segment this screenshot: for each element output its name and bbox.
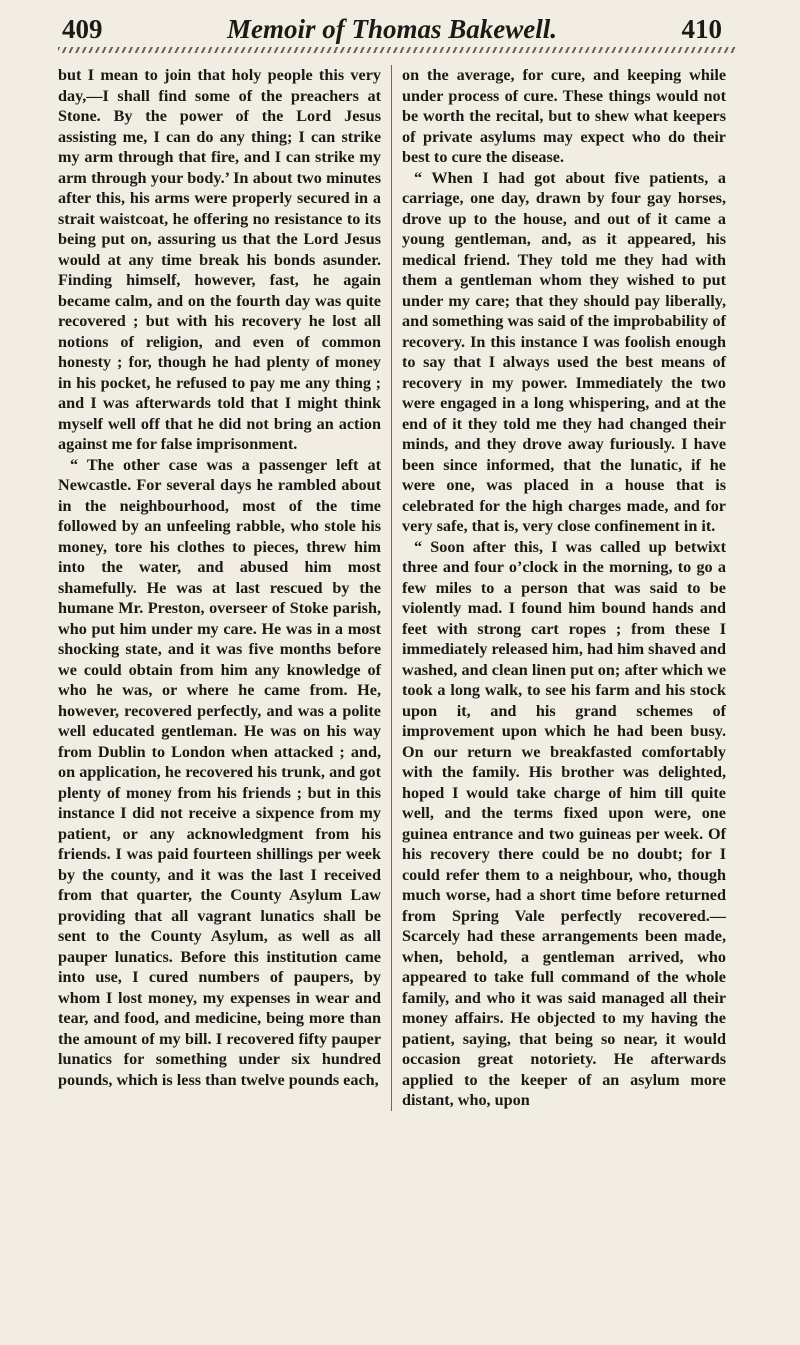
header-ornament-rule [58,47,736,53]
text-columns [58,65,736,1111]
paragraph: on the average, for cure, and keeping while under process of cure. These things would not be worth the recital, but to shew what keepers of private asylums may expect who do their best to cure the disease. [402,66,726,166]
paragraph: “ Soon after this, I was called up betwixt three and four o’clock in the morning, to go a few miles to a person that was said to be violently mad. I found him bound hands and feet with strong cart ropes ; from these I immediately released him, had him shaved and washed, and clean linen put on; after which we took a long walk, to see his farm and his stock upon it, and his grand schemes of improvement upon which he had been busy. On our return we breakfasted comfortably with the family. His brother was delighted, hoped I would take charge of him till quite well, and the terms fixed upon were, one guinea entrance and two guineas per week. Of his recovery there could be no doubt; for I could refer them to a neighbour, who, though much worse, had a short time before returned from Spring Vale perfectly recovered.— Scarcely had these arrangements been made, when, behold, a gentleman arrived, who appeared to take full command of the whole family, and who it was said managed all their money affairs. He objected to my having the patient, saying, that being so near, it would occasion great notoriety. He afterwards applied to the keeper of an asylum more distant, who, upon [402,537,726,1109]
paragraph: “ The other case was a passenger left at Newcastle. For several days he rambled about in the neighbourhood, most of the time followed by an unfeeling rabble, who stole his money, tore his clothes to pieces, threw him into the water, and abused him most shamefully. He was at last rescued by the humane Mr. Preston, overseer of Stoke parish, who put him under my care. He was in a most shocking state, and it was five months before we could obtain from him any knowledge of who he was, or where he came from. He, however, recovered perfectly, and was a polite well educated gentleman. He was on his way from Dublin to London when attacked ; and, on application, he recovered his trunk, and got plenty of money from his friends ; but in this instance I did not receive a sixpence from my patient, or any acknowledgment from his friends. I was paid fourteen shillings per week by the county, and it was the last I received from that quarter, the County Asylum Law providing that all vagrant lunatics shall be sent to the County Asylum, as well as all pauper lunatics. Before this institution came into use, I cured numbers of paupers, by whom I lost money, my expenses in wear and tear, and food, and medicine, being more than the amount of my bill. I recovered fifty pauper lunatics for something under six hundred pounds, which is less than twelve pounds each, [58,455,381,1089]
page-number-right: 410 [681,14,722,44]
running-title: Memoir of Thomas Bakewell. [227,14,557,44]
paragraph: but I mean to join that holy people this very day,—I shall find some of the preachers at Stone. By the power of the Lord Jesus assisting me, I can do any thing; I can strike my arm through that fire, and I can strike my arm through your body.’ In about two minutes after this, his arms were properly secured in a strait waistcoat, he offering no resistance to its being put on, assuring us that the Lord Jesus would at any time break his bonds asunder. Finding himself, however, fast, he again became calm, and on the fourth day was quite recovered ; but with his recovery he lost all notions of religion, and even of common honesty ; for, though he had plenty of money in his pocket, he refused to pay me any thing ; and I was afterwards told that I might think myself well off that he did not bring an action against me for false imprisonment. [58,66,381,453]
left-column [58,65,392,1111]
running-header [58,14,736,44]
paragraph: “ When I had got about five patients, a carriage, one day, drawn by four gay horses, drove up to the house, and out of it came a young gentleman, and, as it appeared, his medical friend. They told me they had with them a gentleman whom they wished to put under my care; that they should pay liberally, and something was said of the improbability of recovery. In this instance I was foolish enough to say that I always used the best means of recovery in my power. Immediately the two were engaged in a long whispering, and at the end of it they told me they had changed their minds, and they drove away furiously. I have been since informed, that the lunatic, if he were one, was placed in a house that is celebrated for the high charges made, and for very safe, that is, very close confinement in it. [402,168,726,535]
page-number-left: 409 [62,14,103,44]
right-column [392,65,726,1111]
